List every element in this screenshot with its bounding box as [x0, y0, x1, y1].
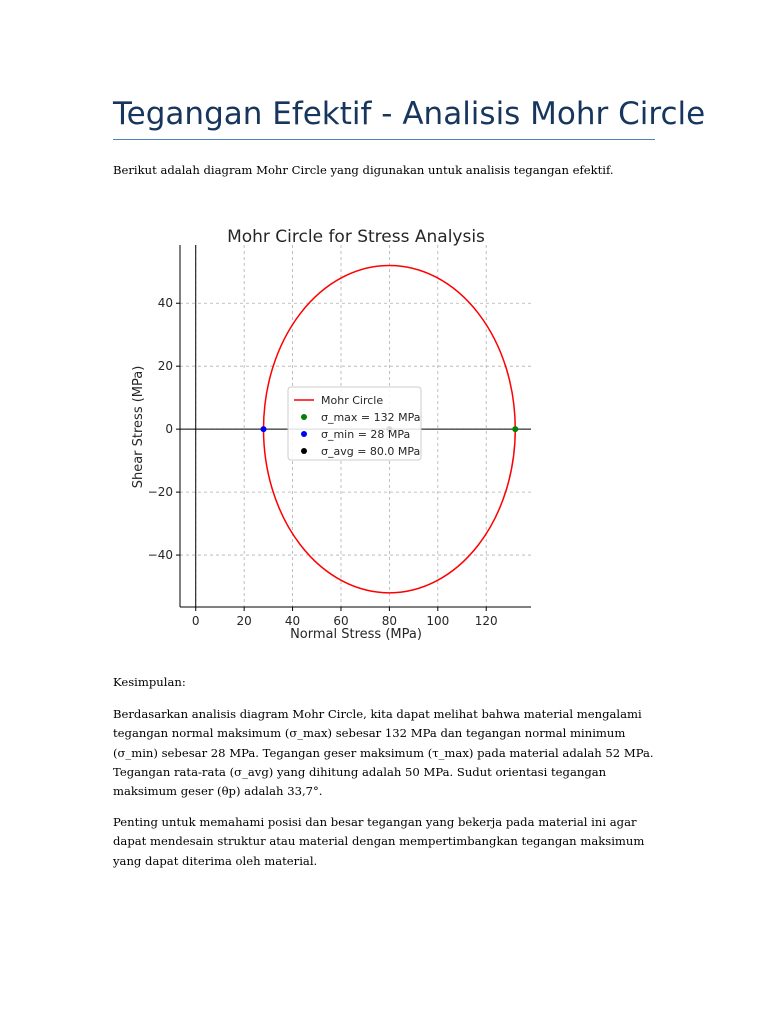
y-axis-label: Shear Stress (MPa) [131, 365, 146, 489]
mohr-circle-figure [113, 195, 549, 650]
page-title: Tegangan Efektif - Analisis Mohr Circle [113, 96, 706, 132]
x-tick-label: 40 [284, 614, 301, 628]
y-tick-label: −40 [147, 548, 173, 563]
x-axis-label: Normal Stress (MPa) [290, 627, 422, 642]
legend-label-point: σ_avg = 80.0 MPa [321, 445, 421, 458]
title-underline [113, 139, 655, 140]
stress-point-0 [512, 426, 518, 432]
legend-label-circle: Mohr Circle [321, 394, 384, 407]
y-tick-label: 0 [165, 422, 173, 437]
stress-point-1 [261, 426, 267, 432]
chart-title: Mohr Circle for Stress Analysis [227, 227, 485, 247]
x-tick-label: 20 [236, 614, 252, 628]
legend-point-swatch [301, 431, 307, 437]
x-tick-label: 60 [333, 614, 349, 628]
legend-label-point: σ_max = 132 MPa [321, 411, 421, 424]
y-tick-label: 40 [157, 296, 173, 311]
legend-label-point: σ_min = 28 MPa [321, 428, 411, 441]
y-tick-label: −20 [147, 485, 173, 500]
closing-paragraph: Penting untuk memahami posisi dan besar tegangan yang bekerja pada material ini agar dapat mendesain struktur atau material dengan mempertimbangkan tegangan maksimum yang dapat diterima oleh material. [113, 815, 645, 868]
intro-paragraph: Berikut adalah diagram Mohr Circle yang digunakan untuk analisis tegangan efektif. [113, 163, 614, 177]
mohr-circle-chart [113, 195, 549, 650]
x-tick-label: 80 [381, 614, 398, 628]
conclusion-heading: Kesimpulan: [113, 675, 186, 689]
x-tick-label: 0 [191, 614, 200, 628]
x-tick-label: 120 [474, 614, 498, 628]
legend-point-swatch [301, 414, 307, 420]
conclusion-paragraph: Berdasarkan analisis diagram Mohr Circle, kita dapat melihat bahwa material mengalami tegangan normal maksimum (σ_max) sebesar 132 MPa dan tegangan normal minimum (σ_min) sebesar 28 MPa. Tegangan geser maksimum (τ_max) pada material adalah 52 MPa. Tegangan rata-rata (σ_avg) yang dihitung adalah 50 MPa. Sudut orientasi tegangan maksimum geser (θp) adalah 33,7°. [113, 707, 654, 799]
legend-point-swatch [301, 448, 307, 454]
chart-legend [288, 387, 421, 460]
x-tick-label: 100 [426, 614, 450, 628]
y-tick-label: 20 [157, 359, 173, 374]
